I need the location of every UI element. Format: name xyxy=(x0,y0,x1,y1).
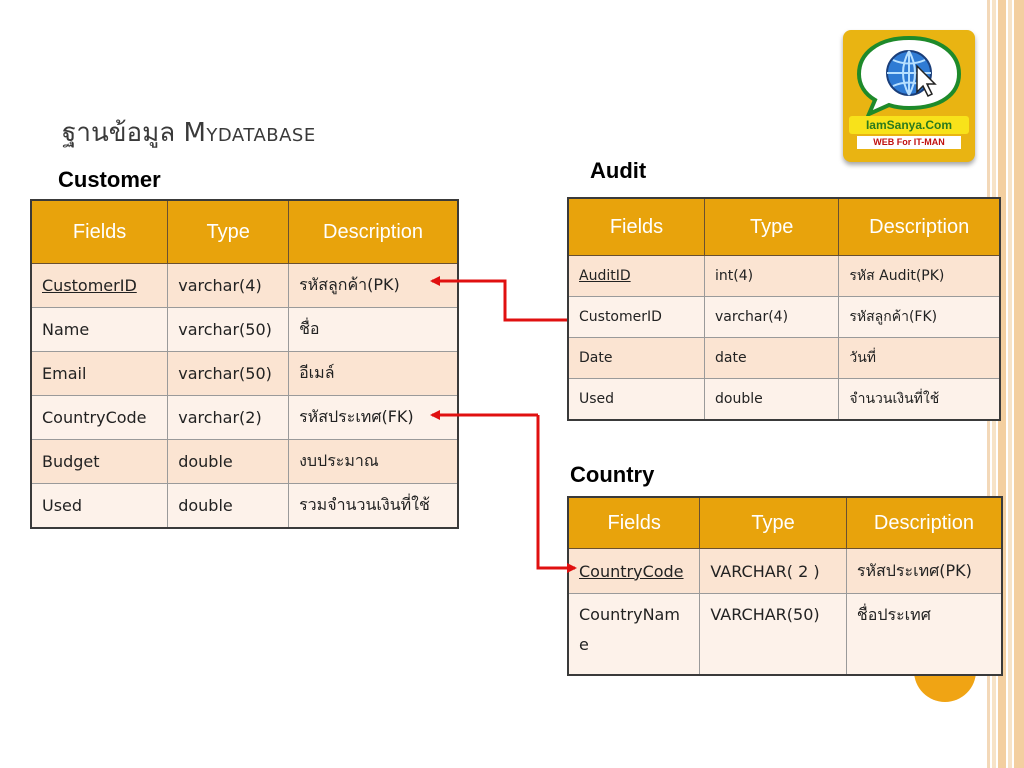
column-header: Type xyxy=(705,198,839,256)
column-header: Description xyxy=(289,200,458,264)
field-description: อีเมล์ xyxy=(289,352,458,396)
field-name: CountryCode xyxy=(31,396,168,440)
field-name: CustomerID xyxy=(31,264,168,308)
field-type: varchar(50) xyxy=(168,308,289,352)
title-english: Mydatabase xyxy=(183,118,316,148)
field-name: Used xyxy=(31,484,168,529)
field-description: รหัส Audit(PK) xyxy=(839,256,1000,297)
field-description: จำนวนเงินที่ใช้ xyxy=(839,379,1000,421)
fk-arrow-customer xyxy=(432,281,567,320)
field-type: varchar(4) xyxy=(168,264,289,308)
field-name: CountryName xyxy=(568,594,700,676)
logo-brand-text: IamSanya.Com xyxy=(849,116,969,134)
logo-tagline: WEB For IT-MAN xyxy=(857,136,961,149)
field-name: CustomerID xyxy=(568,297,705,338)
field-type: double xyxy=(705,379,839,421)
field-type: VARCHAR( 2 ) xyxy=(700,549,847,594)
fk-arrow-country xyxy=(538,415,575,568)
field-type: VARCHAR(50) xyxy=(700,594,847,676)
column-header: Fields xyxy=(568,198,705,256)
field-type: varchar(50) xyxy=(168,352,289,396)
field-name: CountryCode xyxy=(568,549,700,594)
field-description: วันที่ xyxy=(839,338,1000,379)
field-description: ชื่อประเทศ xyxy=(846,594,1002,676)
title-thai: ฐานข้อมูล xyxy=(62,118,176,148)
column-header: Fields xyxy=(31,200,168,264)
field-description: ชื่อ xyxy=(289,308,458,352)
field-description: รหัสประเทศ(PK) xyxy=(846,549,1002,594)
field-name: AuditID xyxy=(568,256,705,297)
field-name: Budget xyxy=(31,440,168,484)
field-name: Used xyxy=(568,379,705,421)
field-type: varchar(2) xyxy=(168,396,289,440)
field-name: Name xyxy=(31,308,168,352)
audit-label: Audit xyxy=(590,158,647,183)
customer-label: Customer xyxy=(58,167,161,192)
field-name: Date xyxy=(568,338,705,379)
field-description: รหัสลูกค้า(FK) xyxy=(839,297,1000,338)
field-type: varchar(4) xyxy=(705,297,839,338)
column-header: Description xyxy=(839,198,1000,256)
column-header: Fields xyxy=(568,497,700,549)
field-description: รหัสประเทศ(FK) xyxy=(289,396,458,440)
column-header: Type xyxy=(700,497,847,549)
column-header: Description xyxy=(846,497,1002,549)
column-header: Type xyxy=(168,200,289,264)
field-type: double xyxy=(168,440,289,484)
field-type: int(4) xyxy=(705,256,839,297)
country-label: Country xyxy=(570,462,655,487)
field-type: date xyxy=(705,338,839,379)
field-description: รวมจำนวนเงินที่ใช้ xyxy=(289,484,458,529)
field-name: Email xyxy=(31,352,168,396)
field-description: รหัสลูกค้า(PK) xyxy=(289,264,458,308)
field-type: double xyxy=(168,484,289,529)
field-description: งบประมาณ xyxy=(289,440,458,484)
